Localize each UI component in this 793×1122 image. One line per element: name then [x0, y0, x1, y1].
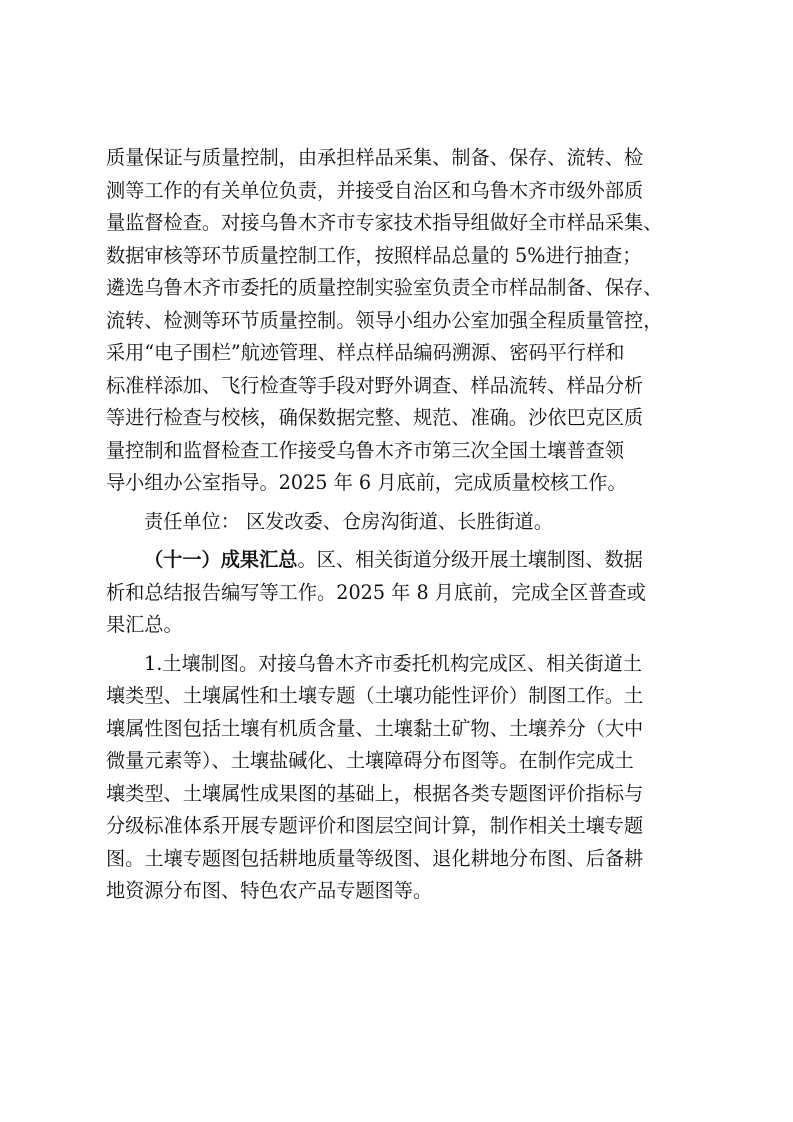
section-heading-line [106, 544, 696, 577]
text-line: 壤类型、土壤属性成果图的基础上，根据各类专题图评价指标与 [106, 781, 644, 805]
text-line: 采用“电子围栏”航迹管理、样点样品编码溯源、密码平行样和 [106, 341, 625, 364]
text-line: 壤类型、土壤属性和土壤专题（土壤功能性评价）制图工作。土 [106, 684, 644, 707]
text-line: 分级标准体系开展专题评价和图层空间计算，制作相关土壤专题 [106, 814, 644, 837]
text-line: 遴选乌鲁木齐市委托的质量控制实验室负责全市样品制备、保存、 [106, 276, 663, 299]
text-line: 数据审核等环节质量控制工作，按照样品总量的 5%进行抽查； [106, 243, 642, 267]
text-line: 测等工作的有关单位负责，并接受自治区和乌鲁木齐市级外部质 [106, 178, 644, 202]
text-line: 地资源分布图、特色农产品专题图等。 [106, 879, 433, 902]
item-soil-mapping [106, 648, 696, 908]
text-line: 量控制和监督检查工作接受乌鲁木齐市第三次全国土壤普查领 [106, 438, 625, 462]
responsible-units: 责任单位： 区发改委、仓房沟街道、长胜街道。 [144, 509, 554, 533]
text-line: 导小组办公室指导。2025 年 6 月底前，完成质量校核工作。 [106, 471, 627, 494]
text-line: 质量保证与质量控制，由承担样品采集、制备、保存、流转、检 [106, 146, 644, 169]
text-line: 1.土壤制图。对接乌鲁木齐市委托机构完成区、相关街道土 [144, 651, 642, 675]
text-line: 标准样添加、飞行检查等手段对野外调查、样品流转、样品分析 [106, 373, 644, 397]
section-results-summary [106, 544, 696, 642]
section-heading: （十一）成果汇总 [144, 548, 298, 571]
text-line: 析和总结报告编写等工作。2025 年 8 月底前，完成全区普查或 [106, 580, 646, 604]
text-line: 图。土壤专题图包括耕地质量等级图、退化耕地分布图、后备耕 [106, 846, 644, 870]
document-page [106, 142, 696, 908]
text-line: 量监督检查。对接乌鲁木齐市专家技术指导组做好全市样品采集、 [106, 211, 663, 234]
text-line: 微量元素等）、土壤盐碱化、土壤障碍分布图等。在制作完成土 [106, 749, 634, 772]
section-text: 。区、相关街道分级开展土壤制图、数据 [297, 548, 643, 571]
paragraph-quality-control [106, 142, 696, 500]
text-line: 果汇总。 [106, 613, 183, 636]
text-line: 壤属性图包括土壤有机质含量、土壤黏土矿物、土壤养分（大中 [106, 716, 644, 740]
text-line: 流转、检测等环节质量控制。领导小组办公室加强全程质量管控， [106, 308, 663, 332]
text-line: 等进行检查与校核，确保数据完整、规范、准确。沙依巴克区质 [106, 406, 644, 429]
